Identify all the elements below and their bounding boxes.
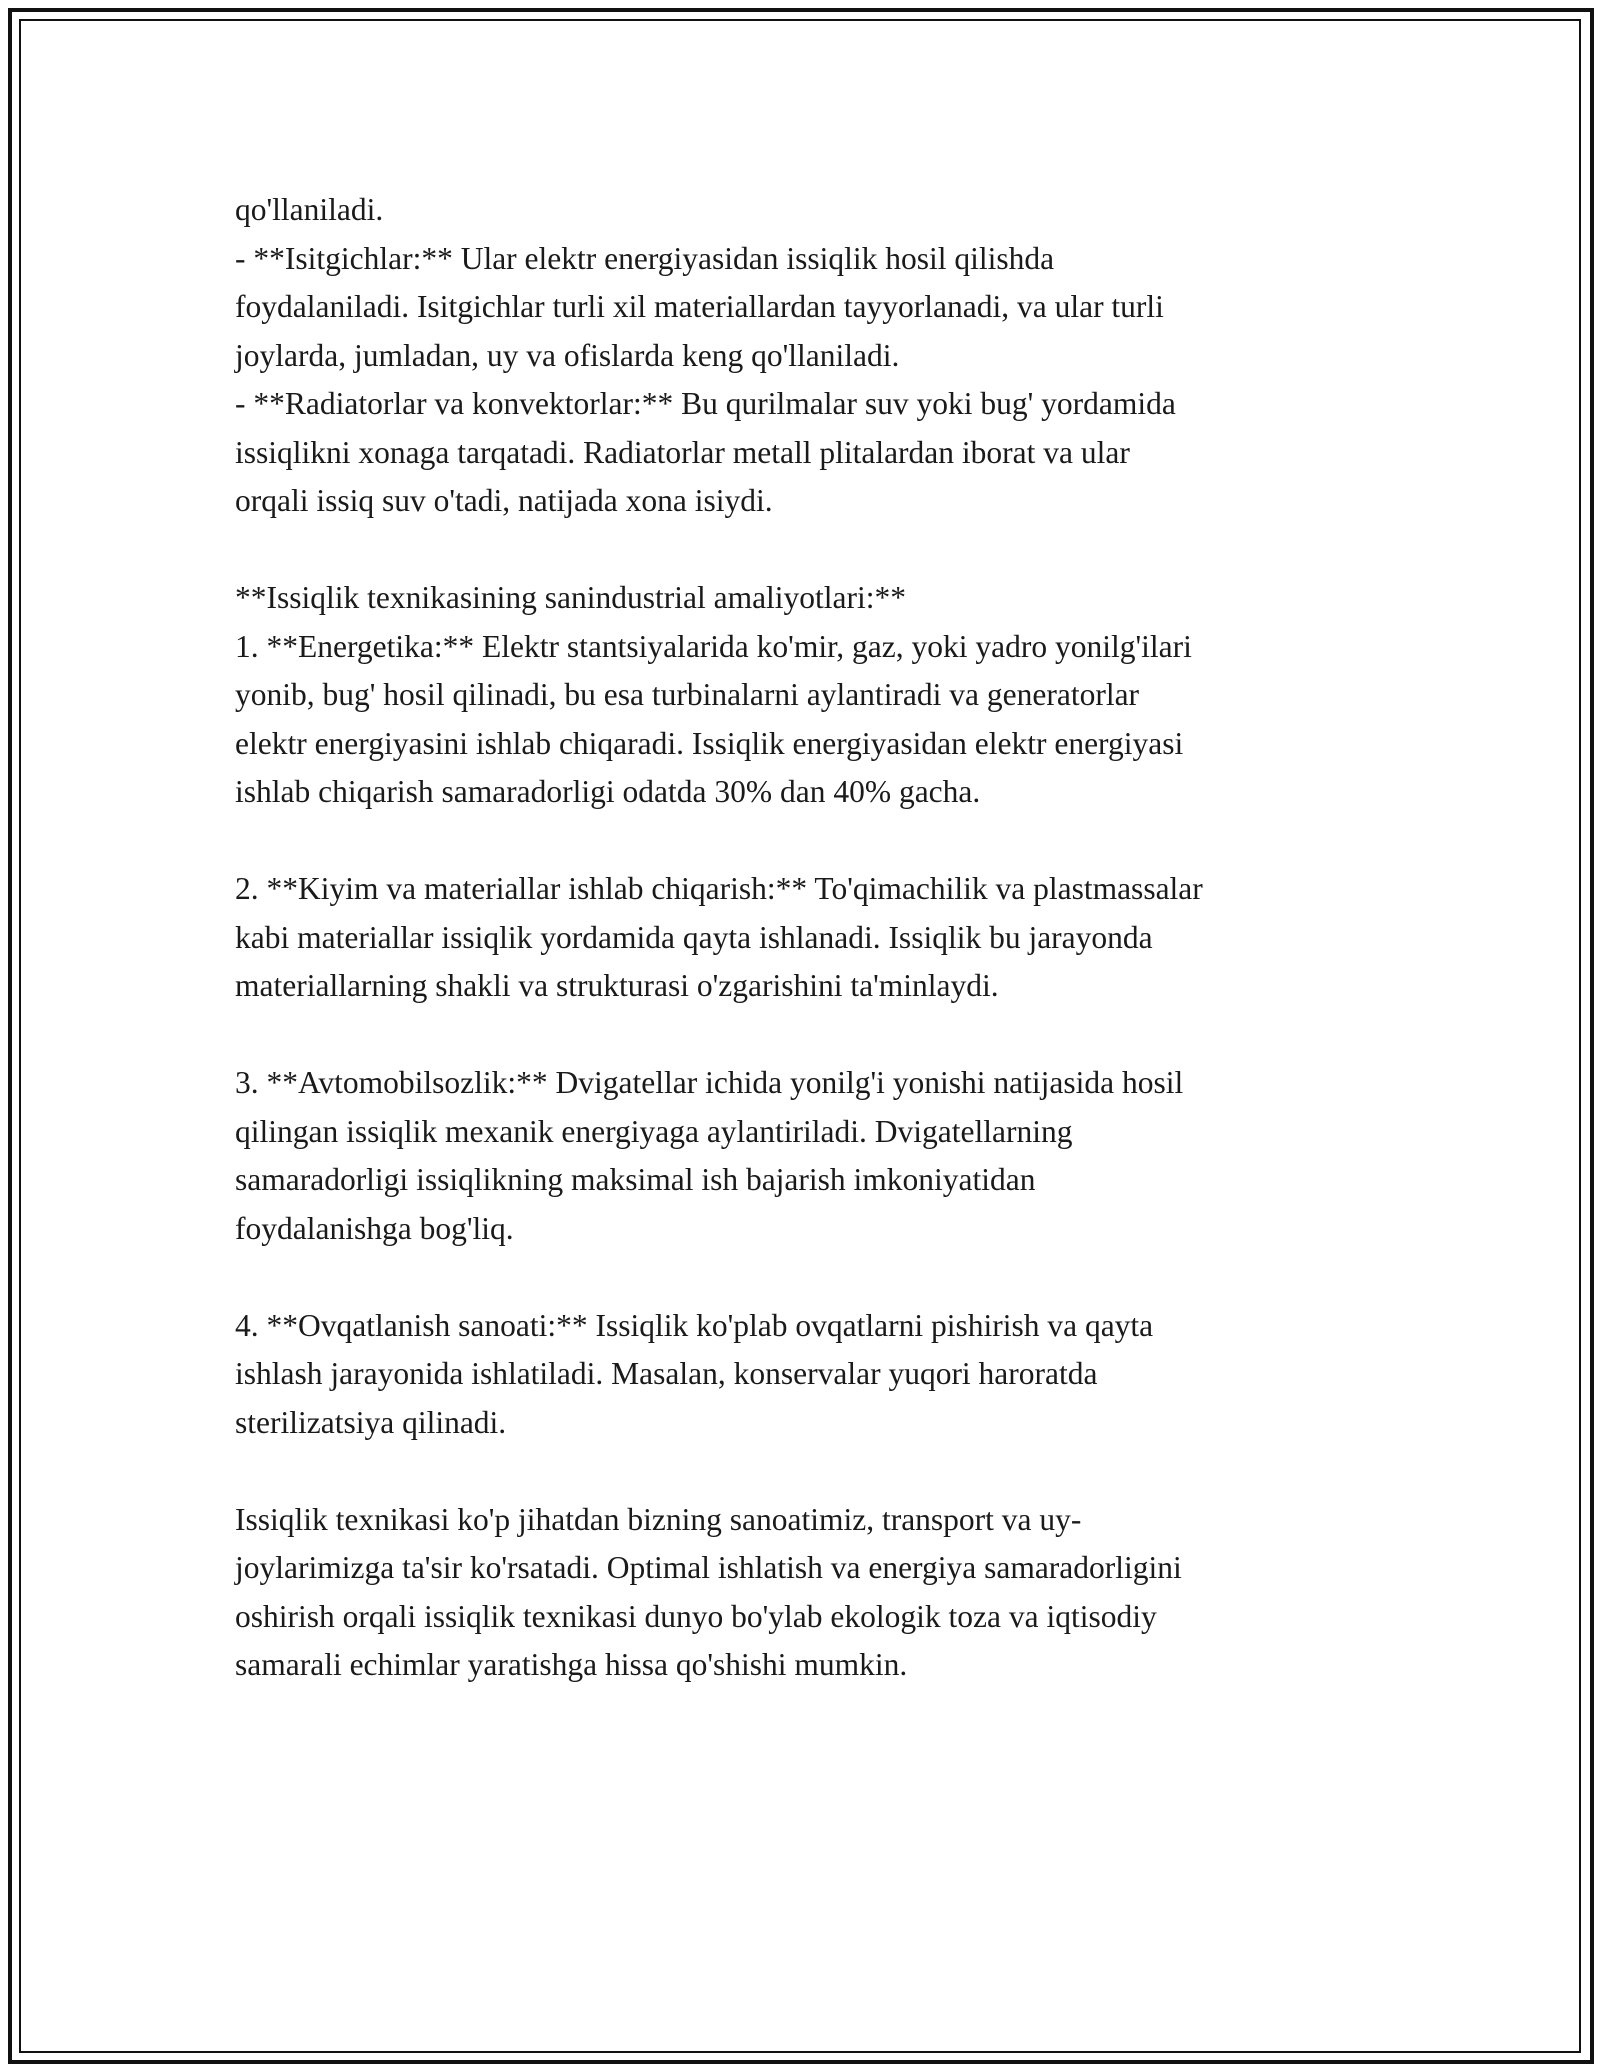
text-line: - **Isitgichlar:** Ular elektr energiyasidan issiqlik hosil qilishda	[235, 240, 1055, 276]
text-line: yonib, bug' hosil qilinadi, bu esa turbinalarni aylantiradi va generatorlar	[235, 677, 1140, 712]
text-line: samarali echimlar yaratishga hissa qo'shishi mumkin.	[235, 1647, 908, 1682]
paragraph-spacer	[235, 1253, 1375, 1302]
paragraph-heating-devices	[235, 186, 1375, 526]
text-line: ishlash jarayonida ishlatiladi. Masalan, konservalar yuqori haroratda	[235, 1356, 1098, 1391]
paragraph-spacer	[235, 526, 1375, 575]
text-line: - **Radiatorlar va konvektorlar:** Bu qurilmalar suv yoki bug' yordamida	[235, 386, 1176, 421]
text-line: kabi materiallar issiqlik yordamida qayta ishlanadi. Issiqlik bu jarayonda	[235, 919, 1153, 955]
text-line: joylarimizga ta'sir ko'rsatadi. Optimal ishlatish va energiya samaradorligini	[235, 1550, 1182, 1585]
text-line: 3. **Avtomobilsozlik:** Dvigatellar ichida yonilg'i yonishi natijasida hosil	[235, 1065, 1184, 1100]
section-heading: **Issiqlik texnikasining sanindustrial amaliyotlari:**	[235, 580, 907, 615]
paragraph-spacer	[235, 1447, 1375, 1496]
text-line: qilingan issiqlik mexanik energiyaga aylantiriladi. Dvigatellarning	[235, 1113, 1073, 1149]
text-line: foydalaniladi. Isitgichlar turli xil materiallardan tayyorlanadi, va ular turli	[235, 289, 1164, 324]
paragraph-spacer	[235, 817, 1375, 866]
document-body	[235, 186, 1375, 1690]
text-line: qo'llaniladi.	[235, 192, 384, 227]
text-line: sterilizatsiya qilinadi.	[235, 1404, 507, 1440]
paragraph-food-industry	[235, 1302, 1375, 1448]
text-line: ishlab chiqarish samaradorligi odatda 30% dan 40% gacha.	[235, 774, 981, 809]
text-line: elektr energiyasini ishlab chiqaradi. Issiqlik energiyasidan elektr energiyasi	[235, 725, 1184, 761]
text-line: oshirish orqali issiqlik texnikasi dunyo bo'ylab ekologik toza va iqtisodiy	[235, 1598, 1157, 1634]
paragraph-conclusion	[235, 1496, 1375, 1690]
paragraph-automotive	[235, 1059, 1375, 1253]
text-line: 2. **Kiyim va materiallar ishlab chiqarish:** To'qimachilik va plastmassalar	[235, 871, 1203, 906]
text-line: orqali issiq suv o'tadi, natijada xona isiydi.	[235, 483, 773, 518]
paragraph-energetics	[235, 574, 1375, 817]
text-line: samaradorligi issiqlikning maksimal ish bajarish imkoniyatidan	[235, 1162, 1036, 1197]
text-line: Issiqlik texnikasi ko'p jihatdan bizning sanoatimiz, transport va uy-	[235, 1501, 1082, 1537]
text-line: foydalanishga bog'liq.	[235, 1210, 514, 1246]
text-line: materiallarning shakli va strukturasi o'zgarishini ta'minlaydi.	[235, 968, 999, 1003]
text-line: joylarda, jumladan, uy va ofislarda keng qo'llaniladi.	[235, 337, 900, 373]
text-line: issiqlikni xonaga tarqatadi. Radiatorlar metall plitalardan iborat va ular	[235, 434, 1130, 470]
paragraph-materials	[235, 865, 1375, 1011]
text-line: 1. **Energetika:** Elektr stantsiyalarida ko'mir, gaz, yoki yadro yonilg'ilari	[235, 628, 1192, 664]
paragraph-spacer	[235, 1011, 1375, 1060]
text-line: 4. **Ovqatlanish sanoati:** Issiqlik ko'plab ovqatlarni pishirish va qayta	[235, 1307, 1154, 1343]
